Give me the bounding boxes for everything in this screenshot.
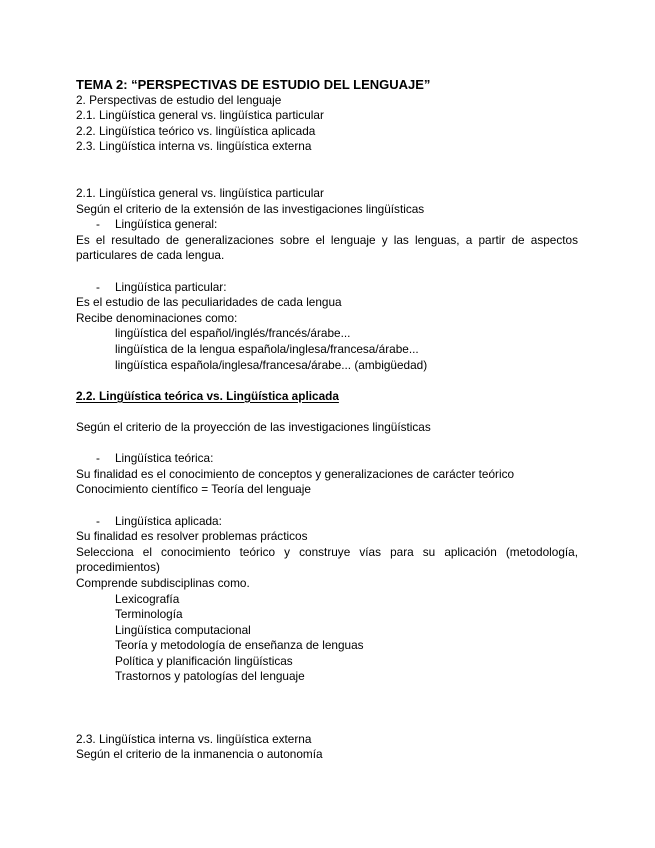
applied-description: Selecciona el conocimiento teórico y construye vías para su aplicación (metodología, procedimientos): [76, 544, 578, 575]
toc-item: 2. Perspectivas de estudio del lenguaje: [76, 92, 282, 107]
section-2-criterion: Según el criterio de la proyección de las investigaciones lingüísticas: [76, 419, 431, 434]
section-1-heading: 2.1. Lingüística general vs. lingüística particular: [76, 186, 324, 201]
particular-name-item: lingüística de la lengua española/inglesa/francesa/árabe...: [115, 342, 419, 356]
particular-names-intro: Recibe denominaciones como:: [76, 310, 238, 325]
blank-line: [76, 498, 578, 514]
bullet-dash: -: [96, 451, 100, 466]
toc-item: 2.2. Lingüística teórico vs. lingüística aplicada: [76, 123, 316, 138]
blank-line: [76, 685, 578, 701]
section-3-criterion: Según el criterio de la inmanencia o autonomía: [76, 747, 323, 762]
document-content: [76, 76, 578, 764]
bullet-item-general: [76, 217, 578, 233]
bullet-label: Lingüística general:: [115, 217, 218, 232]
bullet-label: Lingüística particular:: [115, 279, 227, 294]
toc-item: 2.1. Lingüística general vs. lingüística particular: [76, 108, 324, 123]
subdiscipline-item: Trastornos y patologías del lenguaje: [115, 669, 305, 684]
subdiscipline-item: Lexicografía: [115, 591, 180, 606]
general-definition: Es el resultado de generalizaciones sobre el lenguaje y las lenguas, a partir de aspectos particulares de cada lengua.: [76, 232, 578, 263]
subdiscipline-item: Teoría y metodología de enseñanza de lenguas: [115, 638, 364, 653]
bullet-item-applied: [76, 514, 578, 530]
section-3-heading: 2.3. Lingüística interna vs. lingüística externa: [76, 731, 312, 746]
subdiscipline-item: Política y planificación lingüísticas: [115, 653, 293, 668]
bullet-dash: -: [96, 217, 100, 232]
bullet-item-theoretical: [76, 451, 578, 467]
bullet-item-particular: [76, 280, 578, 296]
section-2-heading: 2.2. Lingüística teórica vs. Lingüística aplicada: [76, 388, 339, 403]
particular-definition: Es el estudio de las peculiaridades de cada lengua: [76, 295, 342, 310]
theoretical-equation: Conocimiento científico = Teoría del lenguaje: [76, 482, 311, 497]
blank-line: [76, 373, 578, 389]
section-1-criterion: Según el criterio de la extensión de las investigaciones lingüísticas: [76, 201, 425, 216]
blank-line: [76, 264, 578, 280]
section-2-heading-row: [76, 389, 578, 405]
particular-name-item: lingüística española/inglesa/francesa/árabe... (ambigüedad): [115, 357, 428, 372]
subdiscipline-item: Terminología: [115, 607, 183, 622]
applied-definition: Su finalidad es resolver problemas prácticos: [76, 529, 308, 544]
particular-name-item: lingüística del español/inglés/francés/árabe...: [115, 326, 351, 341]
blank-line: [76, 716, 578, 732]
subdiscipline-item: Lingüística computacional: [115, 622, 251, 637]
bullet-label: Lingüística aplicada:: [115, 513, 222, 528]
bullet-label: Lingüística teórica:: [115, 451, 214, 466]
blank-line: [76, 436, 578, 452]
bullet-dash: -: [96, 279, 100, 294]
theoretical-definition: Su finalidad es el conocimiento de conceptos y generalizaciones de carácter teórico: [76, 466, 515, 481]
blank-line: [76, 404, 578, 420]
subdisciplines-intro: Comprende subdisciplinas como.: [76, 575, 250, 590]
document-title: TEMA 2: “PERSPECTIVAS DE ESTUDIO DEL LENGUAJE”: [76, 76, 431, 92]
bullet-dash: -: [96, 513, 100, 528]
toc-item: 2.3. Lingüística interna vs. lingüística externa: [76, 139, 312, 154]
blank-line: [76, 155, 578, 171]
blank-line: [76, 701, 578, 717]
blank-line: [76, 170, 578, 186]
